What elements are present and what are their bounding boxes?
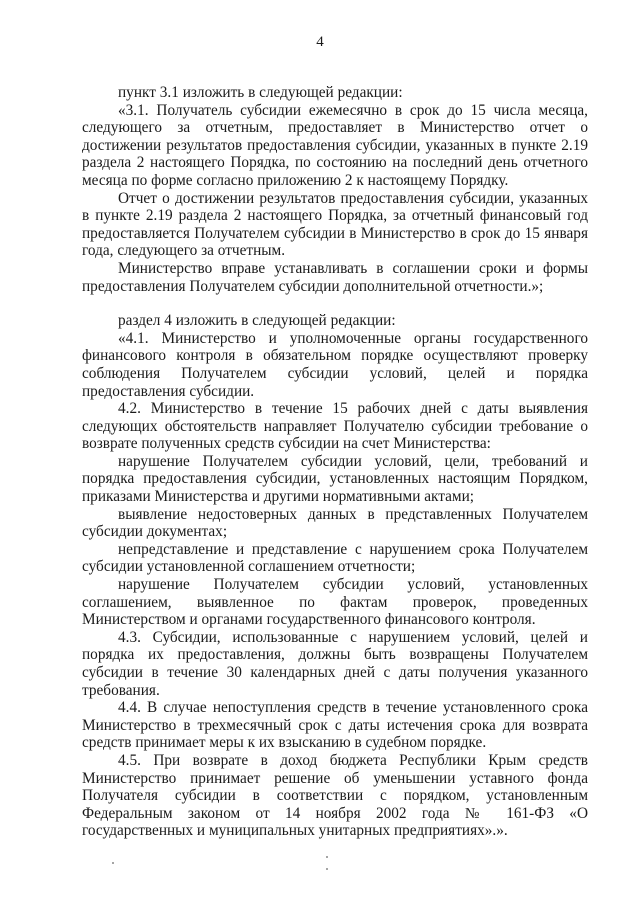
paragraph-intro-section-4: раздел 4 изложить в следующей редакции: xyxy=(118,312,396,330)
paragraph-intro-3-1: пункт 3.1 изложить в следующей редакции: xyxy=(118,84,403,101)
paragraph-4-2: 4.2. Министерство в течение 15 рабочих дней с даты выявления следующих обстоятельств направляет Получателю субсидии требование о возврате полученных средств субсидии на счет Министерства: xyxy=(82,400,588,453)
scan-speck xyxy=(326,868,328,870)
paragraph-report-annual: Отчет о достижении результатов предоставления субсидии, указанных в пункте 2.19 раздела 2 настоящего Порядка, за отчетный финансовый год предоставляется Получателем субсидии в Министерство в срок до 15 января года, следующего за отчетным. xyxy=(82,189,588,260)
paragraph-4-5: 4.5. При возврате в доход бюджета Республики Крым средств Министерство принимает решение об уменьшении уставного фонда Получателя субсидии в соответствии с порядком, установленным Федеральным законом от 14 ноября 2002 года № 161-ФЗ «О государственных и муниципальных унитарных предприятиях».». xyxy=(82,751,588,840)
paragraph-unreliable-data: выявление недостоверных данных в представленных Получателем субсидии документах; xyxy=(82,505,588,541)
paragraph-4-4: 4.4. В случае непоступления средств в течение установленного срока Министерство в трехмесячный срок с даты истечения срока для возврата средств принимает меры к их взысканию в судебном порядке. xyxy=(82,699,588,752)
paragraph-violation-conditions: нарушение Получателем субсидии условий, цели, требований и порядка предоставления субсидии, установленных настоящим Порядком, приказами Министерства и другими нормативными актами; xyxy=(82,452,588,506)
page-number: 4 xyxy=(316,34,324,50)
paragraph-agreement-violation: нарушение Получателем субсидии условий, установленных соглашением, выявленное по фактам проверок, проведенных Министерством и органами государственного финансового контроля. xyxy=(82,576,588,629)
scan-speck xyxy=(112,862,114,864)
paragraph-3-1: «3.1. Получатель субсидии ежемесячно в срок до 15 числа месяца, следующего за отчетным, предоставляет в Министерство отчет о достижении результатов предоставления субсидии, указанных в пункте 2.19 раздела 2 настоящего Порядка, по состоянию на последний день отчетного месяца по форме согласно приложению 2 к настоящему Порядку. xyxy=(82,101,588,189)
paragraph-4-3: 4.3. Субсидии, использованные с нарушением условий, целей и порядка их предоставления, должны быть возвращены Получателем субсидии в течение 30 календарных дней с даты получения указанного требования. xyxy=(82,628,588,699)
paragraph-reporting-failure: непредставление и представление с нарушением срока Получателем субсидии установленной соглашением отчетности; xyxy=(82,540,588,576)
document-body xyxy=(82,84,588,840)
scan-speck xyxy=(326,856,328,858)
paragraph-4-1: «4.1. Министерство и уполномоченные органы государственного финансового контроля в обязательном порядке осуществляют проверку соблюдения Получателем субсидии условий, целей и порядка предоставления субсидии. xyxy=(82,329,588,400)
paragraph-additional-reporting: Министерство вправе устанавливать в соглашении сроки и формы предоставления Получателем субсидии дополнительной отчетности.»; xyxy=(82,259,588,295)
